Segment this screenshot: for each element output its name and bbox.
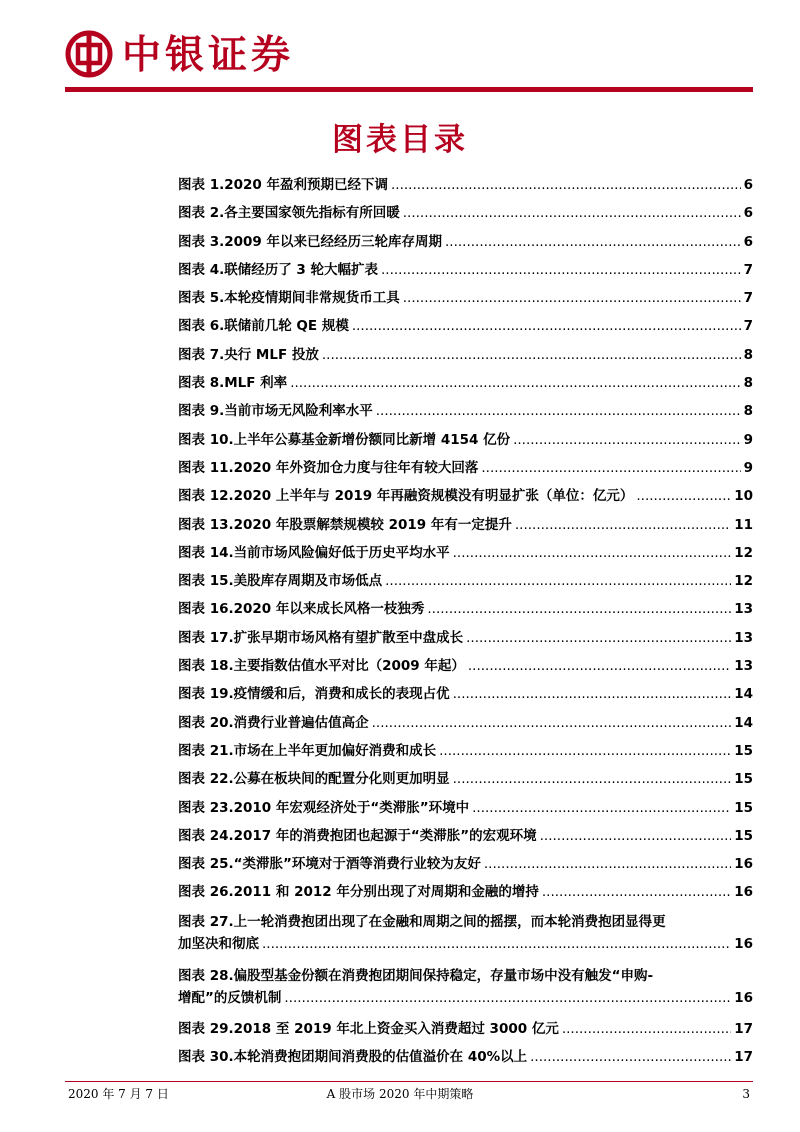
- toc-entry-label: 图表 23.2010 年宏观经济处于“类滞胀”环境中: [178, 799, 470, 816]
- toc-entry-label: 图表 29.2018 至 2019 年北上资金买入消费超过 3000 亿元: [178, 1020, 559, 1037]
- toc-dot-leader: [481, 459, 740, 478]
- toc-page-number: 12: [734, 573, 753, 590]
- toc-entry-label: 图表 11.2020 年外资加仓力度与往年有较大回落: [178, 459, 479, 476]
- toc-entry[interactable]: [178, 962, 753, 1016]
- toc-page-number: 14: [734, 714, 753, 731]
- toc-dot-leader: [515, 516, 731, 535]
- toc-page-number: 9: [743, 431, 753, 448]
- toc-dot-leader: [352, 317, 741, 336]
- toc-entry-label: 图表 17.扩张早期市场风格有望扩散至中盘成长: [178, 629, 464, 646]
- toc-entry-label: 图表 25.“类滞胀”环境对于酒等消费行业较为友好: [178, 856, 481, 873]
- toc-page-number: 8: [743, 403, 753, 420]
- toc-entry-label: 图表 7.央行 MLF 投放: [178, 346, 319, 363]
- toc-dot-leader: [322, 346, 741, 365]
- toc-dot-leader: [472, 799, 731, 818]
- toc-dot-leader: [262, 933, 731, 955]
- toc-page-number: 7: [743, 261, 753, 278]
- toc-dot-leader: [385, 572, 731, 591]
- toc-entry[interactable]: [178, 342, 753, 370]
- brand-name: 中银证券: [122, 32, 295, 78]
- toc-entry-label-continued: 增配”的反馈机制: [178, 989, 282, 1006]
- toc-page-number: 6: [743, 177, 753, 193]
- toc-dot-leader: [562, 1020, 731, 1039]
- toc-page-number: 15: [734, 827, 753, 844]
- toc-dot-leader: [381, 261, 741, 280]
- toc-entry-label: 图表 28.偏股型基金份额在消费抱团期间保持稳定，存量市场中没有触发“申购-: [178, 967, 654, 984]
- footer-divider: [65, 1081, 753, 1082]
- toc-dot-leader: [427, 600, 731, 619]
- toc-page-number: 11: [734, 516, 753, 533]
- toc-page-number: 17: [734, 1020, 753, 1037]
- toc-dot-leader: [445, 233, 741, 252]
- toc-dot-leader: [542, 883, 731, 902]
- toc-entry[interactable]: [178, 823, 753, 851]
- toc-entry-label: 图表 5.本轮疫情期间非常规货币工具: [178, 290, 400, 307]
- toc-page-number: 9: [743, 459, 753, 476]
- toc-page-number: 13: [734, 601, 753, 618]
- toc-dot-leader: [453, 685, 732, 704]
- toc-page-number: 16: [734, 935, 753, 952]
- toc-page-number: 6: [743, 205, 753, 222]
- toc-entry[interactable]: [178, 229, 753, 257]
- toc-entry[interactable]: [178, 483, 753, 511]
- toc-entry[interactable]: [178, 908, 753, 962]
- toc-entry-label: 图表 12.2020 上半年与 2019 年再融资规模没有明显扩张（单位：亿元）: [178, 488, 634, 505]
- page-title: 图表目录: [332, 122, 468, 158]
- toc-page-number: 13: [734, 629, 753, 646]
- toc-page-number: 15: [734, 742, 753, 759]
- toc-page-number: 7: [743, 290, 753, 307]
- toc-dot-leader: [290, 374, 740, 393]
- toc-page-number: 7: [743, 318, 753, 335]
- toc-entry[interactable]: [178, 568, 753, 596]
- toc-page-number: 10: [734, 488, 753, 505]
- toc-page-number: 14: [734, 686, 753, 703]
- toc-dot-leader: [468, 657, 731, 676]
- toc-entry-label: 图表 20.消费行业普遍估值高企: [178, 714, 369, 731]
- footer-date: 2020 年 7 月 7 日: [68, 1087, 169, 1101]
- toc-dot-leader: [403, 204, 741, 223]
- toc-entry[interactable]: [178, 596, 753, 624]
- toc-page-number: 15: [734, 799, 753, 816]
- toc-entry-label: 图表 3.2009 年以来已经经历三轮库存周期: [178, 233, 442, 250]
- toc-page-number: 8: [743, 346, 753, 363]
- toc-entry-label: 图表 27.上一轮消费抱团出现了在金融和周期之间的摇摆，而本轮消费抱团显得更: [178, 913, 666, 930]
- toc-entry-label: 图表 26.2011 和 2012 年分别出现了对周期和金融的增持: [178, 884, 539, 901]
- toc-entry-label: 图表 15.美股库存周期及市场低点: [178, 573, 383, 590]
- toc-entry-label: 图表 4.联储经历了 3 轮大幅扩表: [178, 261, 379, 278]
- table-of-figures: [178, 172, 753, 1072]
- toc-dot-leader: [484, 855, 731, 874]
- toc-entry[interactable]: [178, 653, 753, 681]
- toc-entry-label: 图表 18.主要指数估值水平对比（2009 年起）: [178, 658, 465, 675]
- toc-entry[interactable]: [178, 398, 753, 426]
- footer-report-title: A 股市场 2020 年中期策略: [326, 1087, 474, 1101]
- toc-entry[interactable]: [178, 851, 753, 879]
- toc-dot-leader: [513, 431, 741, 450]
- toc-entry[interactable]: [178, 795, 753, 823]
- toc-entry[interactable]: [178, 1044, 753, 1072]
- toc-dot-leader: [453, 544, 732, 563]
- toc-page-number: 12: [734, 544, 753, 561]
- toc-entry-label: 图表 10.上半年公募基金新增份额同比新增 4154 亿份: [178, 431, 511, 448]
- toc-page-number: 13: [734, 658, 753, 675]
- toc-entry[interactable]: [178, 512, 753, 540]
- toc-entry[interactable]: [178, 625, 753, 653]
- toc-dot-leader: [372, 714, 732, 733]
- toc-dot-leader: [466, 629, 731, 648]
- toc-dot-leader: [403, 289, 741, 308]
- toc-page-number: 15: [734, 771, 753, 788]
- toc-dot-leader: [530, 1048, 731, 1067]
- toc-entry[interactable]: [178, 766, 753, 794]
- bank-of-china-logo-icon: [65, 30, 113, 78]
- toc-entry[interactable]: [178, 200, 753, 228]
- toc-entry[interactable]: [178, 540, 753, 568]
- toc-dot-leader: [636, 487, 731, 506]
- page-header: [0, 0, 800, 100]
- toc-page-number: 8: [743, 375, 753, 392]
- toc-dot-leader: [540, 827, 732, 846]
- toc-entry[interactable]: [178, 257, 753, 285]
- footer-page-number: 3: [742, 1087, 750, 1101]
- toc-entry[interactable]: [178, 681, 753, 709]
- toc-entry[interactable]: [178, 710, 753, 738]
- toc-entry-label: 图表 6.联储前几轮 QE 规模: [178, 318, 349, 335]
- toc-entry-label: 图表 30.本轮消费抱团期间消费股的估值溢价在 40%以上: [178, 1049, 528, 1066]
- toc-entry[interactable]: [178, 738, 753, 766]
- toc-entry-label: 图表 13.2020 年股票解禁规模较 2019 年有一定提升: [178, 516, 512, 533]
- toc-entry-label: 图表 21.市场在上半年更加偏好消费和成长: [178, 742, 437, 759]
- toc-entry-label: 图表 2.各主要国家领先指标有所回暖: [178, 205, 400, 222]
- toc-entry[interactable]: [178, 879, 753, 907]
- toc-entry[interactable]: [178, 285, 753, 313]
- toc-entry-label: 图表 9.当前市场无风险利率水平: [178, 403, 373, 420]
- toc-entry-label: 图表 19.疫情缓和后，消费和成长的表现占优: [178, 686, 450, 703]
- toc-dot-leader: [376, 402, 741, 421]
- toc-dot-leader: [391, 176, 741, 195]
- toc-page-number: 6: [743, 233, 753, 250]
- toc-entry[interactable]: [178, 427, 753, 455]
- toc-entry[interactable]: [178, 455, 753, 483]
- toc-entry-label: 图表 16.2020 年以来成长风格一枝独秀: [178, 601, 425, 618]
- toc-dot-leader: [439, 742, 731, 761]
- toc-dot-leader: [284, 987, 731, 1009]
- toc-entry[interactable]: [178, 370, 753, 398]
- toc-entry-label: 图表 14.当前市场风险偏好低于历史平均水平: [178, 544, 450, 561]
- toc-entry-label: 图表 1.2020 年盈利预期已经下调: [178, 177, 388, 193]
- toc-page-number: 16: [734, 884, 753, 901]
- toc-dot-leader: [453, 770, 732, 789]
- toc-page-number: 16: [734, 856, 753, 873]
- header-divider: [65, 87, 753, 92]
- toc-entry-label: 图表 8.MLF 利率: [178, 375, 288, 392]
- toc-entry[interactable]: [178, 172, 753, 200]
- toc-entry[interactable]: [178, 1016, 753, 1044]
- toc-entry[interactable]: [178, 313, 753, 341]
- toc-page-number: 17: [734, 1049, 753, 1066]
- toc-entry-label-continued: 加坚决和彻底: [178, 935, 259, 952]
- toc-entry-label: 图表 22.公募在板块间的配置分化则更加明显: [178, 771, 450, 788]
- toc-page-number: 16: [734, 989, 753, 1006]
- toc-entry-label: 图表 24.2017 年的消费抱团也起源于“类滞胀”的宏观环境: [178, 827, 537, 844]
